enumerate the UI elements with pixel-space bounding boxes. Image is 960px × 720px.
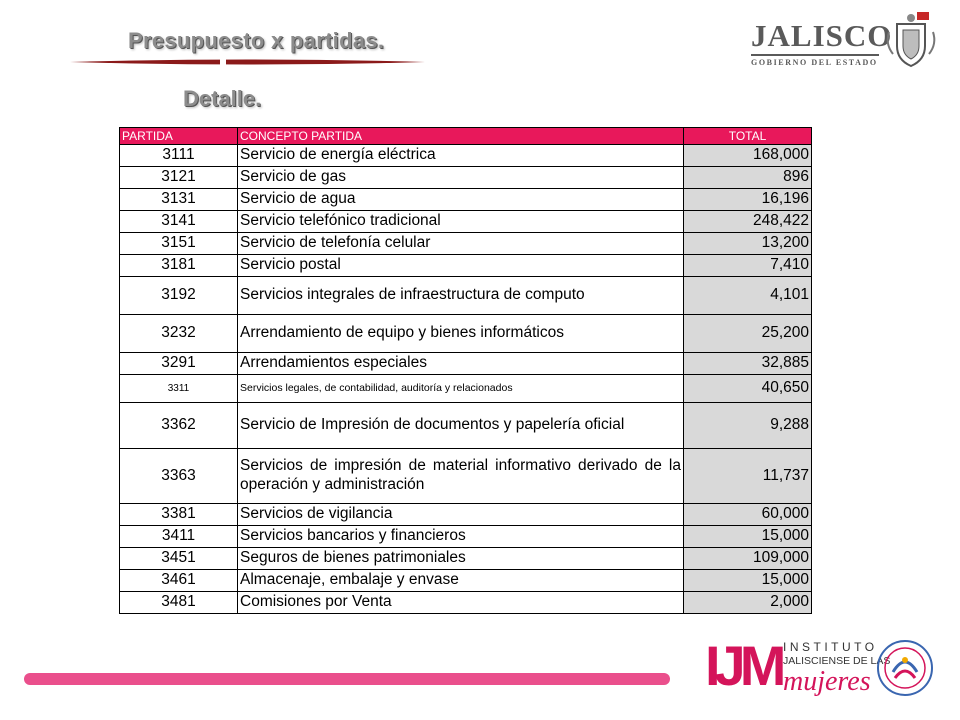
table-row — [120, 403, 812, 449]
concepto-cell: Servicio de gas — [238, 167, 684, 189]
ijm-logo-line3: mujeres — [783, 666, 871, 697]
table-row — [120, 233, 812, 255]
partida-cell: 3451 — [120, 548, 238, 570]
table-row — [120, 255, 812, 277]
concepto-cell: Servicios legales, de contabilidad, auditoría y relacionados — [238, 375, 684, 403]
table-row — [120, 592, 812, 614]
crest-icon — [883, 10, 939, 70]
partida-cell: 3141 — [120, 211, 238, 233]
total-cell: 11,737 — [684, 449, 812, 504]
concepto-cell: Seguros de bienes patrimoniales — [238, 548, 684, 570]
concepto-cell: Arrendamientos especiales — [238, 353, 684, 375]
partida-cell: 3181 — [120, 255, 238, 277]
partida-cell: 3481 — [120, 592, 238, 614]
partida-cell: 3121 — [120, 167, 238, 189]
table-row — [120, 449, 812, 504]
partida-cell: 3232 — [120, 315, 238, 353]
concepto-cell: Servicio de telefonía celular — [238, 233, 684, 255]
table-row — [120, 145, 812, 167]
total-cell: 13,200 — [684, 233, 812, 255]
table-row — [120, 353, 812, 375]
ijm-logo-mark: IJM — [705, 634, 781, 697]
header-concepto: CONCEPTO PARTIDA — [238, 128, 684, 145]
total-cell: 4,101 — [684, 277, 812, 315]
table-row — [120, 548, 812, 570]
header-partida: PARTIDA — [120, 128, 238, 145]
partida-cell: 3411 — [120, 526, 238, 548]
total-cell: 896 — [684, 167, 812, 189]
partida-cell: 3111 — [120, 145, 238, 167]
footer-bar — [24, 673, 670, 685]
table-row — [120, 211, 812, 233]
partida-cell: 3461 — [120, 570, 238, 592]
concepto-cell: Servicio de energía eléctrica — [238, 145, 684, 167]
partida-cell: 3131 — [120, 189, 238, 211]
table-row — [120, 277, 812, 315]
jalisco-logo-rule — [751, 54, 879, 56]
table-row — [120, 570, 812, 592]
concepto-cell: Comisiones por Venta — [238, 592, 684, 614]
total-cell: 32,885 — [684, 353, 812, 375]
concepto-cell: Servicios de impresión de material informativo derivado de la operación y administración — [238, 449, 684, 504]
concepto-cell: Servicio de agua — [238, 189, 684, 211]
budget-table — [119, 127, 812, 614]
total-cell: 60,000 — [684, 504, 812, 526]
table-header-row — [120, 128, 812, 145]
total-cell: 7,410 — [684, 255, 812, 277]
table-row — [120, 315, 812, 353]
total-cell: 16,196 — [684, 189, 812, 211]
total-cell: 25,200 — [684, 315, 812, 353]
concepto-cell: Almacenaje, embalaje y envase — [238, 570, 684, 592]
total-cell: 248,422 — [684, 211, 812, 233]
concepto-cell: Servicios integrales de infraestructura de computo — [238, 277, 684, 315]
total-cell: 9,288 — [684, 403, 812, 449]
page-subtitle: Detalle. — [183, 86, 262, 111]
concepto-cell: Servicios de vigilancia — [238, 504, 684, 526]
header-total: TOTAL — [684, 128, 812, 145]
partida-cell: 3192 — [120, 277, 238, 315]
ijm-logo-line1: INSTITUTO — [783, 640, 878, 654]
jalisco-logo — [745, 8, 945, 70]
seal-icon — [875, 638, 935, 698]
total-cell: 15,000 — [684, 570, 812, 592]
jalisco-logo-sub: GOBIERNO DEL ESTADO — [751, 58, 878, 67]
ijm-logo-line2: JALISCIENSE DE LAS — [783, 655, 891, 667]
title-underline — [70, 58, 425, 66]
ijm-logo — [703, 636, 943, 698]
table-row — [120, 189, 812, 211]
table-row — [120, 504, 812, 526]
concepto-cell: Servicio de Impresión de documentos y papelería oficial — [238, 403, 684, 449]
page-title: Presupuesto x partidas. — [128, 28, 385, 53]
partida-cell: 3362 — [120, 403, 238, 449]
jalisco-logo-name: JALISCO — [751, 18, 893, 53]
concepto-cell: Servicios bancarios y financieros — [238, 526, 684, 548]
partida-cell: 3381 — [120, 504, 238, 526]
partida-cell: 3311 — [120, 375, 238, 403]
partida-cell: 3291 — [120, 353, 238, 375]
table-row — [120, 167, 812, 189]
table-row — [120, 375, 812, 403]
total-cell: 109,000 — [684, 548, 812, 570]
partida-cell: 3151 — [120, 233, 238, 255]
concepto-cell: Servicio telefónico tradicional — [238, 211, 684, 233]
total-cell: 40,650 — [684, 375, 812, 403]
total-cell: 2,000 — [684, 592, 812, 614]
concepto-cell: Arrendamiento de equipo y bienes informáticos — [238, 315, 684, 353]
concepto-cell: Servicio postal — [238, 255, 684, 277]
partida-cell: 3363 — [120, 449, 238, 504]
total-cell: 168,000 — [684, 145, 812, 167]
total-cell: 15,000 — [684, 526, 812, 548]
table-row — [120, 526, 812, 548]
